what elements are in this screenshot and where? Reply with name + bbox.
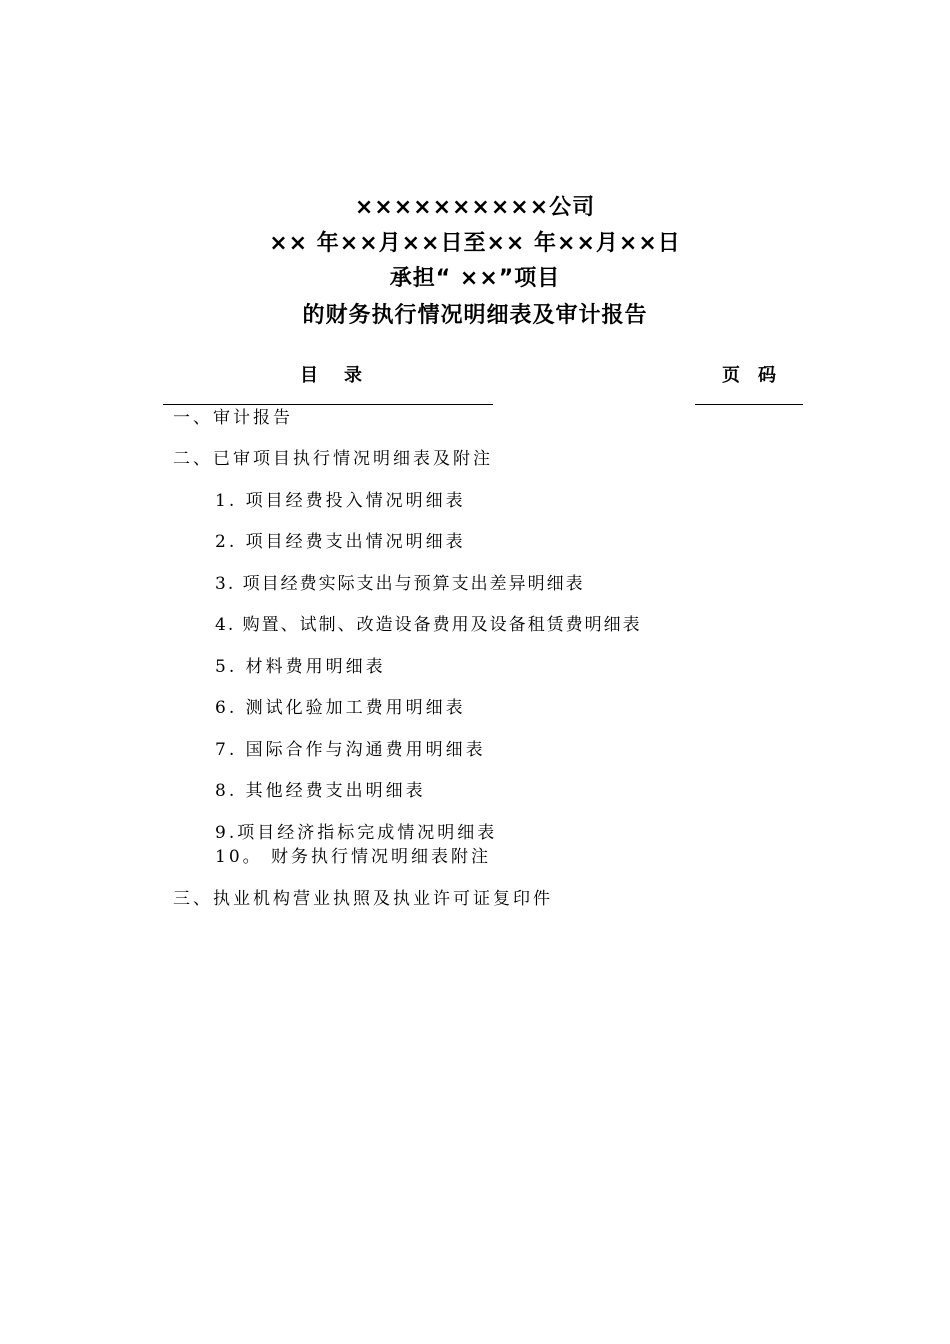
report-title-company: ××××××××××公司	[354, 195, 596, 220]
toc-entry-audit-report: 一、审计报告	[173, 408, 293, 428]
toc-subentry-3: 3. 项目经费实际支出与预算支出差异明细表	[215, 574, 585, 594]
report-title-subject: 的财务执行情况明细表及审计报告	[302, 303, 648, 328]
toc-subentry-7: 7. 国际合作与沟通费用明细表	[215, 740, 486, 760]
toc-subentry-9: 9.项目经济指标完成情况明细表	[215, 823, 498, 843]
report-title-period: ×× 年××月××日至×× 年××月××日	[269, 231, 681, 256]
toc-subentry-10: 10。 财务执行情况明细表附注	[215, 847, 492, 867]
toc-subentry-2: 2. 项目经费支出情况明细表	[215, 532, 466, 552]
toc-entry-license-copies: 三、执业机构营业执照及执业许可证复印件	[173, 889, 553, 909]
toc-heading: 目录	[300, 365, 388, 386]
toc-subentry-8: 8. 其他经费支出明细表	[215, 781, 426, 801]
page-number-heading: 页码	[722, 365, 794, 386]
toc-subentry-5: 5. 材料费用明细表	[215, 657, 386, 677]
page-heading-underline	[695, 404, 803, 405]
toc-subentry-4: 4. 购置、试制、改造设备费用及设备租赁费明细表	[215, 615, 642, 635]
report-title-project: 承担“ ××”项目	[389, 266, 561, 291]
toc-subentry-6: 6. 测试化验加工费用明细表	[215, 698, 466, 718]
toc-entry-audited-statements: 二、已审项目执行情况明细表及附注	[173, 449, 493, 469]
toc-heading-underline	[163, 404, 493, 405]
toc-subentry-1: 1. 项目经费投入情况明细表	[215, 491, 466, 511]
